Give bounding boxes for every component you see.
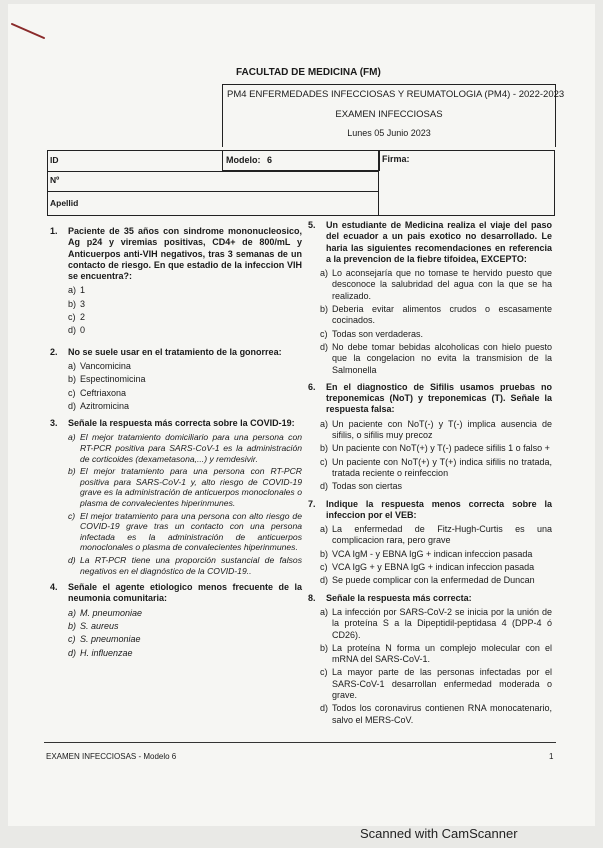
option-c[interactable]: c) 2 — [68, 312, 86, 323]
course-box — [222, 84, 565, 147]
question-5 — [308, 220, 552, 376]
option-b[interactable]: b) Un paciente con NoT(+) y T(-) padece sifilis 1 o falso + — [320, 443, 550, 454]
question-3 — [50, 418, 302, 576]
question-number: 8. — [308, 592, 316, 603]
surname-label: Apellid — [50, 198, 79, 208]
question-text: Un estudiante de Medicina realiza el viaje del paso del ecuador a un pais exotico no desarrollado. Le haria las siguientes recomendaciones en referencia a la prevencion de la fiebre tifoidea, EXCEPTO: — [326, 220, 552, 264]
question-number: 3. — [50, 418, 58, 429]
option-d[interactable]: d) Todos los coronavirus contienen RNA monocatenario, salvo el MERS-CoV. — [320, 703, 552, 725]
option-b[interactable]: b) VCA IgM - y EBNA IgG + indican infeccion pasada — [320, 548, 533, 559]
option-c[interactable]: c) Todas son verdaderas. — [320, 328, 424, 339]
question-1 — [50, 226, 302, 337]
footer-exam-label: EXAMEN INFECCIOSAS - Modelo 6 — [46, 752, 177, 761]
exam-title: EXAMEN INFECCIOSAS — [335, 109, 443, 120]
signature-divider — [378, 151, 379, 215]
option-a[interactable]: a) Lo aconsejaría que no tomase te hervido puesto que desconoce la salubridad del agua con la que se ha realizado. — [320, 268, 552, 301]
question-text: En el diagnostico de Sifilis usamos pruebas no treponemicas (NoT) y treponemicas (T). Señale la respuesta falsa: — [326, 381, 552, 415]
option-c[interactable]: c) VCA IgG + y EBNA IgG + indican infeccion pasada — [320, 562, 535, 573]
model-value: 6 — [267, 155, 273, 165]
exam-date: Lunes 05 Junio 2023 — [347, 128, 431, 138]
option-d[interactable]: d) 0 — [68, 325, 86, 336]
name-row[interactable] — [48, 171, 378, 192]
option-a[interactable]: a) Un paciente con NoT(-) y T(-) implica ausencia de sifilis, o sifilis muy precoz — [320, 418, 552, 441]
option-b[interactable]: b) El mejor tratamiento para una persona con RT-PCR positiva para SARS-CoV-1 y, alto riesgo de COVID-19 grave es la administración de anticuerpos monoclonales o plasma de convalecientes hiperinmunes. — [68, 466, 302, 509]
question-number: 4. — [50, 582, 58, 593]
pen-mark-decoration — [10, 20, 46, 42]
question-text: Paciente de 35 años con sindrome mononucleosico, Ag p24 y viremias positivas, CD4+ de 800/mL y Anticuerpos anti-VIH negativos, tras 3 semanas de un contacto de riesgo. En que estadio de la infeccion VIH se encuentra?: — [68, 226, 302, 282]
question-text: Indique la respuesta menos correcta sobre la infeccion por el VEB: — [326, 498, 552, 520]
option-c[interactable]: c) Ceftriaxona — [68, 387, 127, 398]
page-number: 1 — [549, 752, 554, 761]
course-name: PM4 ENFERMEDADES INFECCIOSAS Y REUMATOLOGIA (PM4) - 2022-2023 — [227, 89, 565, 100]
option-c[interactable]: c) Un paciente con NoT(+) y T(+) indica sifilis no tratada, tratada reciente o reinfeccion — [320, 456, 552, 478]
surname-row[interactable] — [48, 192, 378, 212]
name-label: Nº — [50, 175, 60, 185]
option-a[interactable]: a) Vancomicina — [68, 360, 131, 371]
scanner-watermark: Scanned with CamScanner — [360, 826, 518, 841]
option-a[interactable]: a) 1 — [68, 285, 86, 296]
option-a[interactable]: a) La enfermedad de Fitz-Hugh-Curtis es una complicacion rara, pero grave — [320, 524, 552, 546]
option-b[interactable]: b) Espectinomicina — [68, 374, 146, 385]
option-a[interactable]: a) La infección por SARS-CoV-2 se inicia por la unión de la proteína S a la Dipeptidil-peptidasa 4 (DPP-4 ó CD26). — [320, 606, 552, 640]
question-text: Señale la respuesta más correcta sobre la COVID-19: — [68, 418, 295, 429]
option-c[interactable]: c) El mejor tratamiento para una persona con alto riesgo de COVID-19 grave tras un contacto con una persona infectada es la administración de anticuerpos monoclonales o plasma de convalecientes hiperinmunes. — [68, 510, 302, 553]
option-c[interactable]: c) S. pneumoniae — [68, 634, 141, 645]
question-number: 6. — [308, 381, 316, 392]
question-number: 2. — [50, 346, 58, 357]
option-b[interactable]: b) La proteína N forma un complejo molecular con el mRNA del SARS-CoV-1. — [320, 642, 552, 665]
question-number: 5. — [308, 220, 316, 230]
option-a[interactable]: a) El mejor tratamiento domiciliario para una persona con RT-PCR positiva para SARS-CoV-1 es la administración de corticoides (dexametasona,...) y remdesivir. — [68, 432, 302, 464]
option-d[interactable]: d) No debe tomar bebidas alcoholicas con hielo puesto que la congelacion no evita la transmision de la Salmonella — [320, 341, 552, 375]
option-a[interactable]: a) M. pneumoniae — [68, 607, 143, 618]
faculty-title: FACULTAD DE MEDICINA (FM) — [236, 67, 381, 78]
id-label: ID — [50, 155, 59, 165]
question-text: Señale la respuesta más correcta: — [326, 592, 472, 603]
footer-divider — [44, 742, 556, 743]
questions-left-column — [50, 226, 302, 665]
option-d[interactable]: d) Se puede complicar con la enfermedad de Duncan — [320, 575, 535, 586]
question-8 — [308, 593, 552, 726]
question-7 — [308, 499, 552, 587]
question-number: 7. — [308, 498, 316, 509]
model-label: Modelo: — [226, 155, 261, 165]
question-2 — [50, 347, 302, 412]
student-id-table — [47, 150, 555, 216]
signature-label: Firma: — [382, 154, 410, 164]
option-b[interactable]: b) S. aureus — [68, 621, 119, 632]
question-text: No se suele usar en el tratamiento de la gonorrea: — [68, 346, 282, 357]
option-d[interactable]: d) Todas son ciertas — [320, 481, 403, 492]
question-6 — [308, 382, 552, 493]
question-number: 1. — [50, 226, 58, 236]
question-4 — [50, 582, 302, 659]
option-b[interactable]: b) Deberia evitar alimentos crudos o escasamente cocinados. — [320, 304, 552, 326]
questions-right-column — [308, 220, 552, 732]
option-d[interactable]: d) Azitromicina — [68, 400, 130, 411]
option-d[interactable]: d) H. influenzae — [68, 647, 133, 658]
option-b[interactable]: b) 3 — [68, 298, 86, 309]
option-c[interactable]: c) La mayor parte de las personas infectadas por el SARS-CoV-1 desarrollan enfermedad moderada o grave. — [320, 667, 552, 700]
model-cell — [222, 151, 380, 171]
option-d[interactable]: d) La RT-PCR tiene una proporción sustancial de falsos negativos en el diagnóstico de la COVID-19.. — [68, 554, 302, 576]
question-text: Señale el agente etiologico menos frecuente de la neumonia comunitaria: — [68, 582, 302, 604]
